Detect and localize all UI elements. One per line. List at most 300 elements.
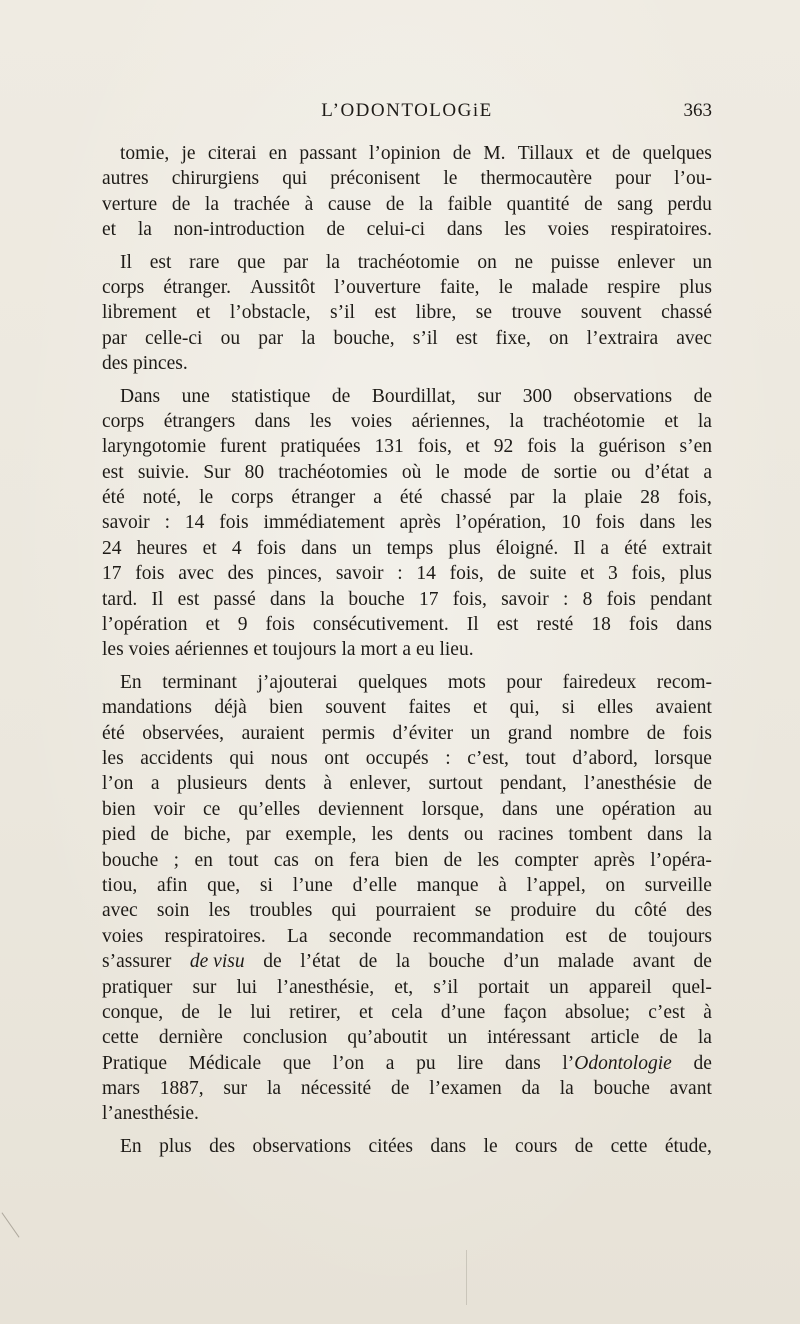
word: étrangers — [163, 410, 236, 432]
word: malade — [557, 951, 615, 973]
word: bien — [102, 798, 136, 820]
word: fois, — [417, 436, 452, 458]
word: trachéotomie — [543, 410, 645, 432]
word: lui — [236, 976, 258, 998]
word: pendant — [650, 588, 712, 610]
word: biche, — [183, 824, 231, 846]
word: au — [693, 798, 712, 820]
word: et — [359, 1001, 374, 1023]
text-line — [102, 141, 712, 166]
text-line — [102, 250, 712, 275]
word: le — [443, 168, 458, 190]
word: les — [102, 639, 124, 661]
word: article — [590, 1027, 640, 1049]
word: tiou, — [102, 874, 138, 896]
text-line — [102, 949, 712, 974]
word: souvent — [580, 302, 642, 324]
word: aériennes, — [411, 410, 491, 432]
word: troubles — [249, 900, 313, 922]
word: les — [504, 219, 527, 241]
text-line — [102, 721, 712, 746]
word: s’il — [412, 327, 438, 349]
text-line — [102, 873, 712, 898]
word: rare — [189, 251, 220, 273]
word: 3 — [608, 563, 618, 585]
text-line — [102, 746, 712, 771]
word: dans — [504, 1052, 541, 1074]
word: quelques — [358, 671, 428, 693]
word: à — [323, 773, 333, 795]
word: celle-ci — [145, 327, 203, 349]
word: par — [509, 487, 535, 509]
text-line — [102, 536, 712, 561]
text-line — [102, 561, 712, 586]
word: La — [287, 925, 308, 947]
word: de — [611, 143, 631, 164]
word: heures — [136, 537, 188, 559]
word: fairedeux — [562, 671, 637, 693]
word: est — [565, 925, 588, 947]
word: de — [181, 1001, 200, 1023]
text-line — [102, 670, 712, 695]
word: dans — [639, 512, 676, 534]
word: le — [435, 461, 450, 483]
word: par — [258, 327, 284, 349]
word: eu — [416, 639, 435, 661]
word: thermocautère — [480, 168, 593, 190]
word: dans — [430, 1135, 467, 1157]
word: voir — [153, 798, 186, 820]
word: qui, — [509, 697, 540, 719]
word: la — [301, 327, 316, 349]
word: d’état — [644, 461, 690, 483]
word: quel- — [671, 976, 712, 998]
word: passant — [299, 143, 357, 164]
word: la — [137, 219, 152, 241]
text-line — [102, 797, 712, 822]
word: Bourdillat, — [371, 385, 456, 407]
word: la — [552, 487, 567, 509]
word: de — [693, 951, 712, 973]
word: avaient — [655, 697, 712, 719]
word: s’en — [679, 436, 712, 458]
word: pour — [506, 671, 543, 693]
word: un — [692, 251, 712, 273]
word: a — [703, 461, 712, 483]
word: avec — [102, 900, 138, 922]
text-line — [102, 771, 712, 796]
word: l’une — [292, 874, 333, 896]
word: fois — [219, 512, 249, 534]
word: étranger. — [163, 276, 232, 298]
word: la — [697, 1027, 712, 1049]
word: plus — [679, 276, 712, 298]
word: plus — [679, 563, 712, 585]
word: 131 — [374, 436, 404, 458]
word: et — [205, 614, 220, 636]
word: lui — [250, 1001, 271, 1023]
word: pied — [102, 824, 136, 846]
word: est — [102, 461, 124, 483]
word: : — [445, 747, 451, 769]
word: citées — [368, 1135, 413, 1157]
word: temps — [386, 537, 434, 559]
word: dents — [264, 773, 306, 795]
word: la — [341, 639, 356, 661]
word: et — [196, 302, 211, 324]
word: Il — [573, 537, 586, 559]
word: 10 — [561, 512, 581, 534]
word: pourraient — [375, 900, 456, 922]
word: été — [624, 537, 647, 559]
text-line — [102, 587, 712, 612]
text-line — [102, 1076, 712, 1101]
word: celui-ci — [366, 219, 426, 241]
text-line — [102, 695, 712, 720]
word: 17 — [418, 588, 439, 610]
text-line — [102, 612, 712, 637]
word: à — [304, 193, 314, 215]
paper-scratch-mark — [1, 1212, 19, 1237]
word: qui — [229, 747, 255, 769]
word: bouche, — [333, 327, 395, 349]
word: voies — [350, 410, 393, 432]
word: chirurgiens — [171, 168, 260, 190]
word: est — [177, 588, 200, 610]
word: à — [703, 1001, 712, 1023]
text-line — [102, 1134, 712, 1159]
word: l’opinion — [369, 143, 441, 164]
word: et — [202, 537, 217, 559]
word: cela — [391, 1001, 423, 1023]
word: pendant, — [500, 773, 567, 795]
word: laryngotomie — [102, 436, 206, 458]
word: a — [600, 537, 610, 559]
word: mandations — [102, 697, 192, 719]
word: dans — [676, 614, 712, 636]
word: observations — [252, 1135, 352, 1157]
word: cause — [327, 193, 372, 215]
word: cours — [515, 1135, 558, 1157]
word: un — [351, 537, 372, 559]
word: fois, — [677, 487, 712, 509]
word: fera — [349, 849, 380, 871]
word: des — [227, 563, 254, 585]
word: après — [399, 512, 441, 534]
word: exemple, — [285, 824, 357, 846]
word: trachée — [233, 193, 290, 215]
word: mort — [360, 639, 398, 661]
word: savoir — [335, 563, 384, 585]
word: de — [326, 219, 345, 241]
word: la — [570, 436, 585, 458]
word: Il — [120, 251, 132, 273]
word: c’est — [648, 1001, 686, 1023]
word: est — [496, 614, 519, 636]
word: nombre — [569, 722, 630, 744]
word: cas — [273, 849, 299, 871]
word: resté — [536, 614, 574, 636]
word: enlever — [617, 251, 675, 273]
word: corps — [102, 410, 145, 432]
word: de — [497, 563, 516, 585]
word: qu’elles — [238, 798, 301, 820]
word: respiratoires. — [610, 219, 712, 241]
word: fois — [265, 614, 295, 636]
word: les — [371, 824, 393, 846]
word: et — [473, 697, 488, 719]
word: tout — [525, 747, 556, 769]
word: fois — [527, 436, 557, 458]
word: tomie, — [120, 143, 170, 164]
word: puisse — [550, 251, 600, 273]
word: de visu — [189, 951, 245, 973]
word: pratiquées — [280, 436, 361, 458]
word: ou — [463, 824, 484, 846]
word: elles — [597, 697, 634, 719]
text-line — [102, 460, 712, 485]
word: nécessité — [300, 1078, 372, 1100]
word: libre, — [415, 302, 457, 324]
word: pratiquer — [102, 976, 173, 998]
word: statistique — [231, 385, 311, 407]
word: avec — [676, 327, 712, 349]
word: Aussitôt — [250, 276, 316, 298]
word: ont — [324, 747, 350, 769]
word: consécutivement. — [312, 614, 449, 636]
word: plus — [448, 537, 481, 559]
word: dans — [501, 798, 538, 820]
word: faite, — [440, 276, 480, 298]
word: l’anesthésie, — [277, 976, 375, 998]
word: En — [120, 1135, 142, 1157]
word: corps — [231, 487, 274, 509]
page-header — [102, 100, 712, 128]
word: grand — [507, 722, 553, 744]
word: da — [521, 1078, 540, 1100]
text-line — [102, 510, 712, 535]
word: Tillaux — [517, 143, 574, 164]
word: sortie — [553, 461, 598, 483]
word: toujours — [648, 925, 712, 947]
word: été — [102, 487, 125, 509]
text-line — [102, 1000, 712, 1025]
word: suite — [529, 563, 567, 585]
word: avec — [178, 563, 214, 585]
word: la — [697, 410, 712, 432]
word: a — [385, 1052, 395, 1074]
word: j’ajouterai — [257, 671, 338, 693]
word: lorsque — [654, 747, 712, 769]
word: pour — [615, 168, 651, 190]
word: faites — [408, 697, 451, 719]
word: appareil — [588, 976, 652, 998]
word: compter — [514, 849, 579, 871]
word: l’on — [332, 1052, 365, 1074]
word: dans — [254, 410, 291, 432]
word: que — [237, 251, 266, 273]
word: tout — [228, 849, 259, 871]
word: citerai — [207, 143, 257, 164]
word: produire — [510, 900, 577, 922]
word: après — [593, 849, 635, 871]
word: chassé — [440, 487, 492, 509]
word: où — [401, 461, 422, 483]
word: de — [693, 773, 712, 795]
word: si — [259, 874, 273, 896]
text-line — [102, 275, 712, 300]
word: de — [452, 143, 472, 164]
word: noté, — [142, 487, 182, 509]
word: façon — [503, 1001, 547, 1023]
word: un — [447, 1027, 468, 1049]
word: de — [693, 385, 712, 407]
word: on — [314, 849, 334, 871]
word: les — [690, 512, 712, 534]
word: se — [474, 900, 492, 922]
word: d’un — [503, 951, 540, 973]
word: ou — [220, 327, 241, 349]
text-line — [102, 192, 712, 217]
word: la — [266, 1078, 282, 1100]
word: la — [325, 251, 340, 273]
word: pinces. — [133, 353, 188, 375]
word: de — [659, 1027, 678, 1049]
word: voies — [128, 639, 170, 661]
word: a — [150, 773, 160, 795]
word: l’ou- — [674, 168, 712, 190]
word: verture — [102, 193, 158, 215]
word: et — [664, 410, 679, 432]
word: des — [685, 900, 712, 922]
word: deviennent — [318, 798, 404, 820]
word: ou — [611, 461, 631, 483]
word: le — [498, 276, 513, 298]
word: soin — [156, 900, 190, 922]
word: dans — [301, 537, 337, 559]
text-line — [102, 822, 712, 847]
word: en — [194, 849, 213, 871]
word: je — [181, 143, 196, 164]
word: le — [483, 1135, 498, 1157]
word: 24 — [102, 537, 122, 559]
text-line — [102, 166, 712, 191]
word: sang — [617, 193, 653, 215]
word: guérison — [598, 436, 666, 458]
word: est — [374, 302, 397, 324]
word: déjà — [214, 697, 247, 719]
word: librement — [102, 302, 177, 324]
word: terminant — [162, 671, 237, 693]
word: si — [561, 697, 575, 719]
word: de — [584, 193, 603, 215]
text-line — [102, 485, 712, 510]
word: de — [443, 849, 463, 871]
word: bouche — [593, 1078, 650, 1100]
word: seconde — [328, 925, 392, 947]
paper-scratch-mark — [466, 1250, 467, 1305]
word: fois, — [452, 588, 487, 610]
word: bien — [394, 849, 429, 871]
word: retirer, — [289, 1001, 341, 1023]
word: plaie — [584, 487, 623, 509]
word: la — [204, 193, 219, 215]
word: malade — [531, 276, 589, 298]
word: une — [555, 798, 584, 820]
word: des — [209, 1135, 236, 1157]
word: Pratique — [102, 1052, 167, 1074]
word: fois, — [631, 563, 666, 585]
word: intéressant — [487, 1027, 571, 1049]
word: corps — [102, 276, 145, 298]
word: et — [102, 219, 117, 241]
word: opération — [601, 798, 676, 820]
word: savoir — [102, 512, 150, 534]
word: dans — [647, 824, 683, 846]
text-line — [102, 434, 712, 459]
word: Dans — [120, 385, 161, 407]
word: savoir — [501, 588, 549, 610]
word: voies — [102, 925, 144, 947]
word: bouche — [428, 951, 485, 973]
word: qu’aboutit — [347, 1027, 428, 1049]
word: on — [549, 327, 569, 349]
word: immédiatement — [263, 512, 385, 534]
word: d’abord, — [572, 747, 638, 769]
word: absolue; — [565, 1001, 630, 1023]
word: de — [385, 193, 405, 215]
word: Sur — [203, 461, 231, 483]
word: respiratoires. — [164, 925, 266, 947]
word: on — [477, 251, 497, 273]
word: ce — [203, 798, 221, 820]
word: préconisent — [330, 168, 421, 190]
word: M. — [483, 143, 506, 164]
text-line — [102, 1025, 712, 1050]
word: les — [477, 849, 500, 871]
word: chassé — [661, 302, 712, 324]
word: de — [646, 722, 666, 744]
word: trachéotomies — [278, 461, 388, 483]
word: la — [697, 824, 712, 846]
word: plus — [159, 1135, 192, 1157]
word: que — [282, 1052, 312, 1074]
word: par — [245, 824, 271, 846]
word: des — [102, 353, 128, 375]
word: avant — [632, 951, 675, 973]
word: s’il — [433, 976, 459, 998]
word: l’anesthésie. — [102, 1103, 199, 1125]
word: 17 — [102, 563, 122, 585]
word: quelques — [642, 143, 712, 164]
word: la — [509, 410, 524, 432]
word: l’opération — [102, 614, 188, 636]
word: avant — [669, 1078, 712, 1100]
word: sur — [223, 1078, 248, 1100]
word: lieu. — [439, 639, 474, 661]
word: d’une — [440, 1001, 486, 1023]
word: la — [320, 588, 335, 610]
word: à — [498, 874, 507, 896]
word: l’anesthésie — [584, 773, 677, 795]
word: et — [580, 563, 595, 585]
word: les — [309, 410, 332, 432]
word: de — [608, 925, 627, 947]
text-line — [102, 924, 712, 949]
word: en — [268, 143, 288, 164]
word: dernière — [158, 1027, 223, 1049]
word: : — [164, 512, 170, 534]
